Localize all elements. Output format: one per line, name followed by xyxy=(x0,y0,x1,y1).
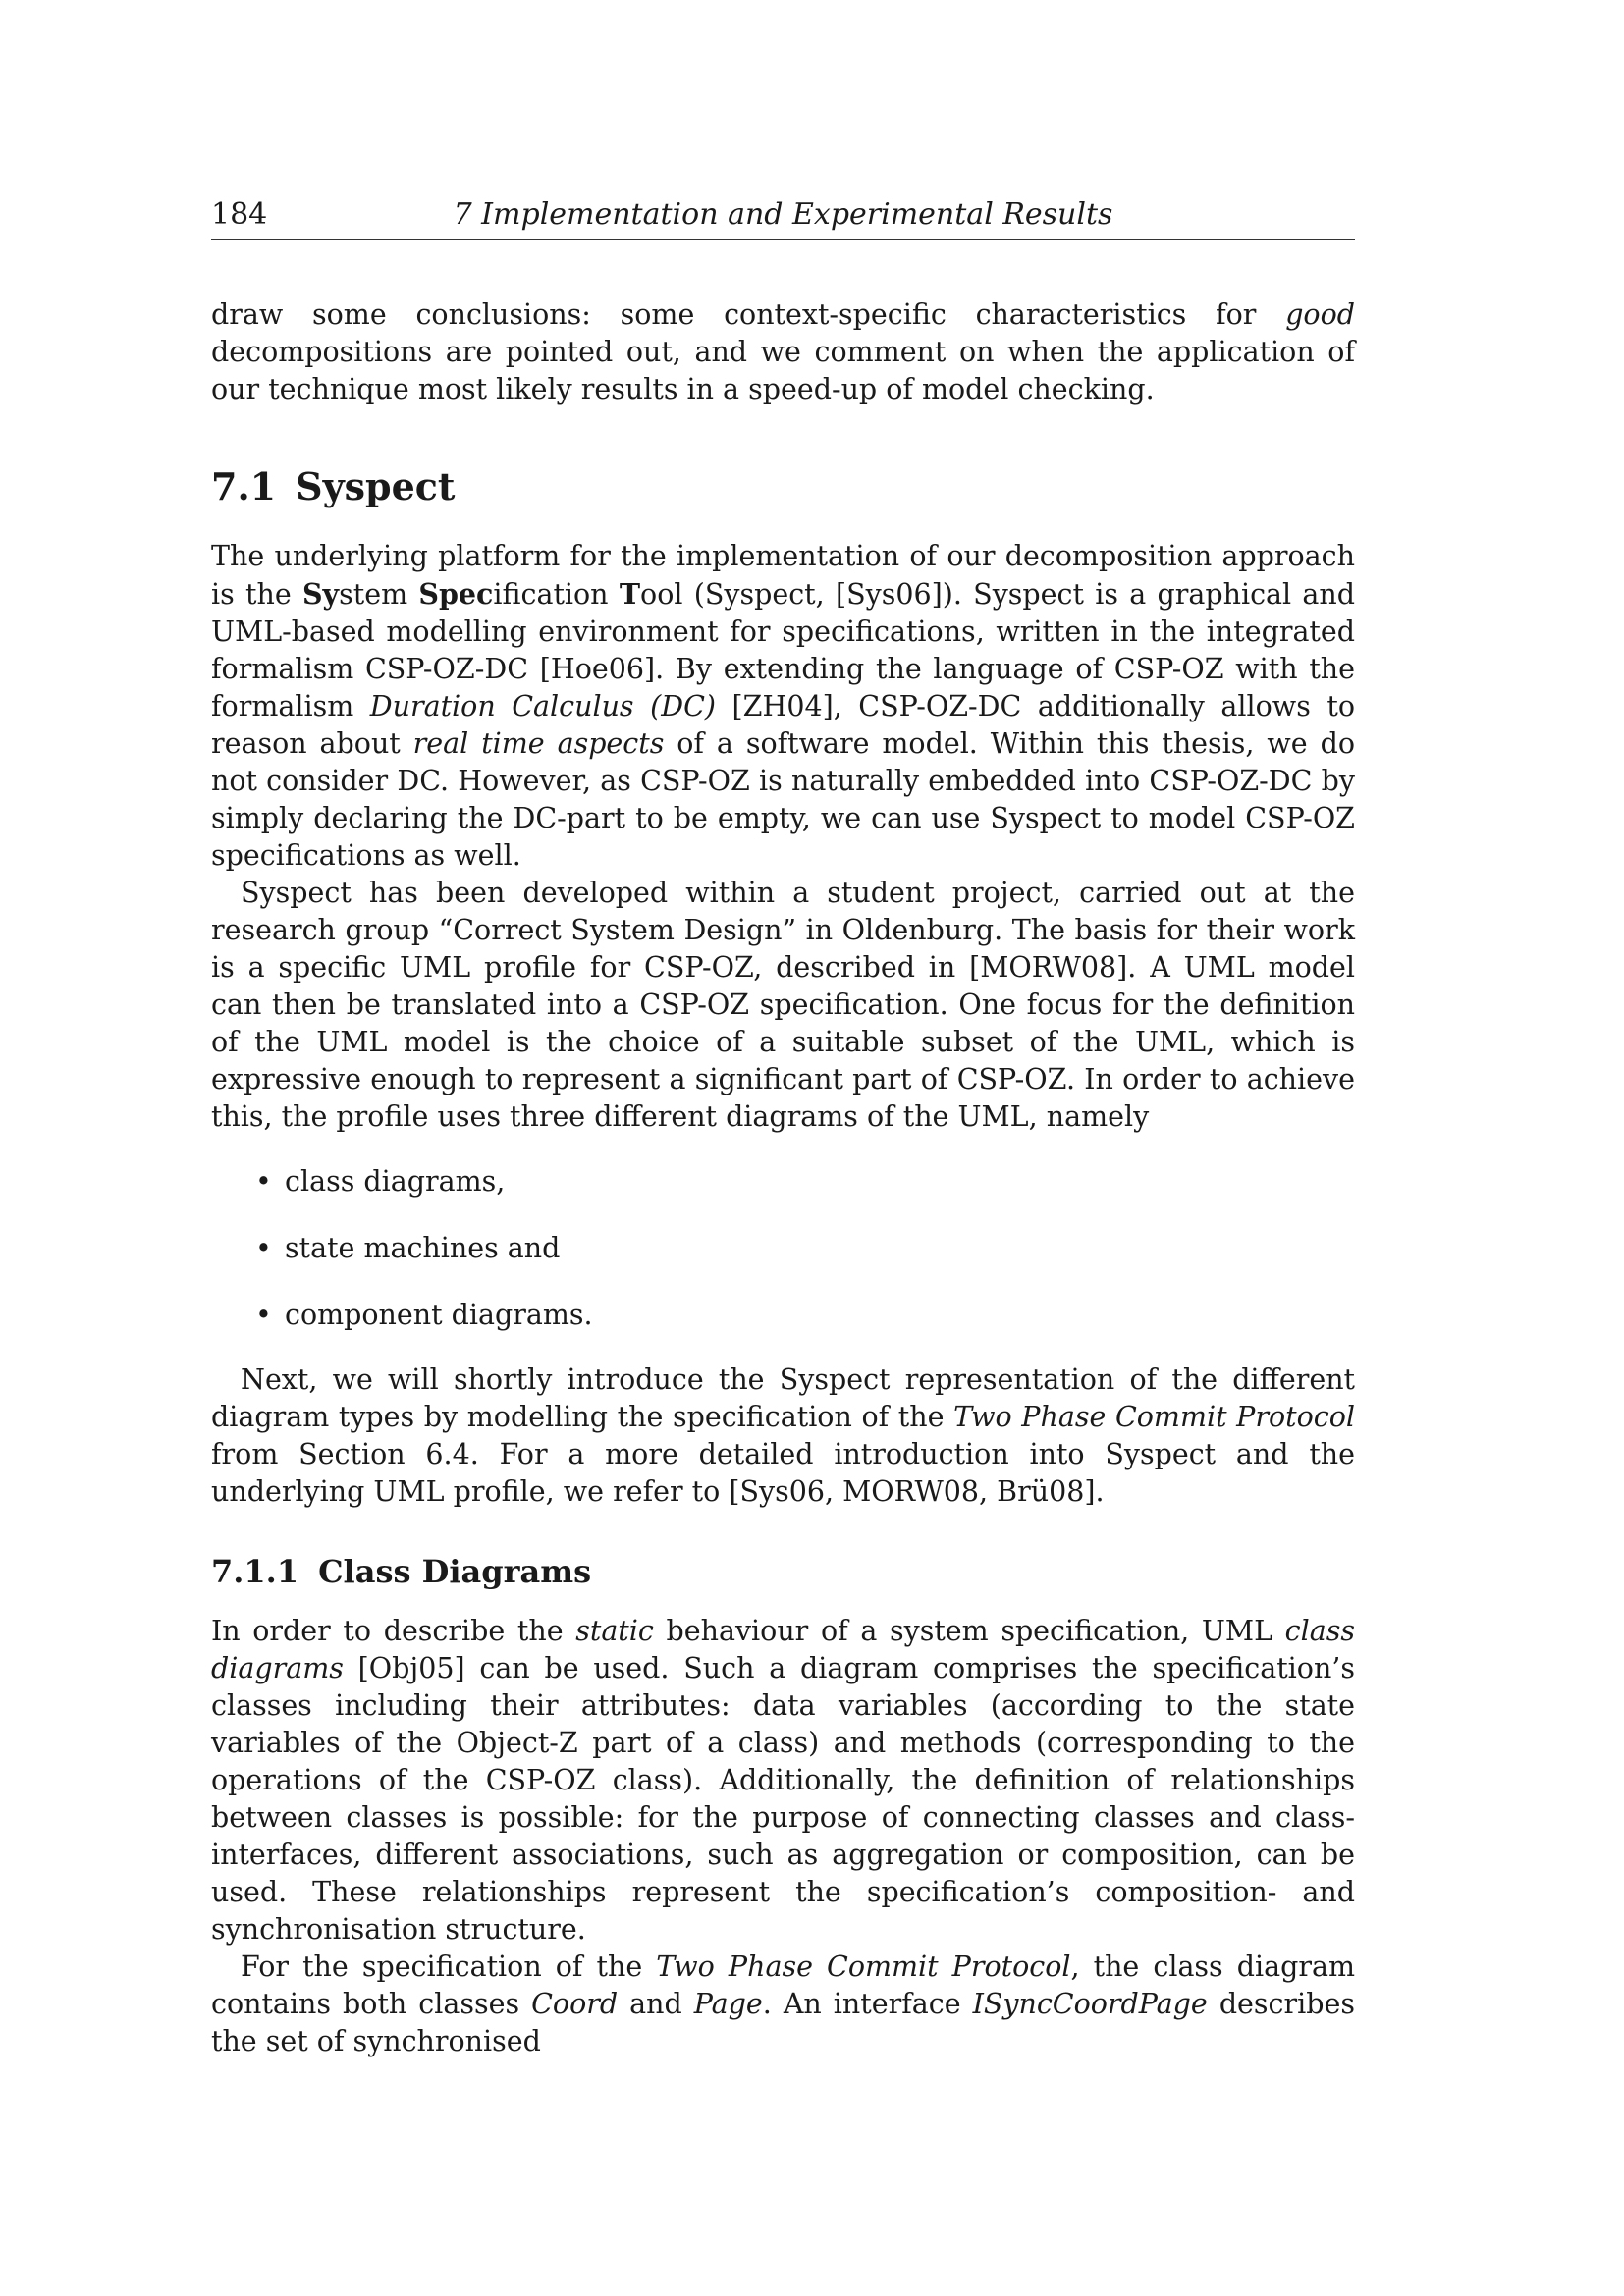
list-item: • state machines and xyxy=(255,1230,1355,1267)
paragraph-syspect-development: Syspect has been developed within a student project, carried out at the research group “Correct System Design” in Oldenburg. The basis for their work is a specific UML profile for CSP-OZ, described in [MORW08]. A UML model can then be translated into a CSP-OZ specification. One focus for the definition of the UML model is the choice of a suitable subset of the UML, which is expressive enough to represent a significant part of CSP-OZ. In order to achieve this, the profile uses three different diagrams of the UML, namely xyxy=(211,877,1355,1133)
bullet-icon: • xyxy=(255,1165,272,1198)
list-item: • component diagrams. xyxy=(255,1297,1355,1334)
section-heading xyxy=(211,465,1355,508)
page-number: 184 xyxy=(211,197,268,232)
paragraph-two-phase-commit: For the specification of the Two Phase Commit Protocol, the class diagram contains both classes Coord and Page. An interface ISyncCoordPage describes the set of synchronised xyxy=(211,1950,1355,2057)
section-number: 7.1 xyxy=(211,464,277,508)
bullet-icon: • xyxy=(255,1232,272,1264)
paragraph-syspect-platform: The underlying platform for the implementation of our decomposition approach is the System Specification Tool (Syspect, [Sys06]). Syspect is a graphical and UML-based modelling environment for specifications, written in the integrated formalism CSP-OZ-DC [Hoe06]. By extending the language of CSP-OZ with the formalism Duration Calculus (DC) [ZH04], CSP-OZ-DC additionally allows to reason about real time aspects of a software model. Within this thesis, we do not consider DC. However, as CSP-OZ is naturally embedded into CSP-OZ-DC by simply declaring the DC-part to be empty, we can use Syspect to model CSP-OZ specifications as well. xyxy=(211,540,1355,872)
subsection-title: Class Diagrams xyxy=(318,1553,592,1590)
subsection-number: 7.1.1 xyxy=(211,1553,299,1590)
paragraph-next-introduction: Next, we will shortly introduce the Syspect representation of the different diagram types by modelling the specification of the Two Phase Commit Protocol from Section 6.4. For a more detailed introduction into Syspect and the underlying UML profile, we refer to [Sys06, MORW08, Brü08]. xyxy=(211,1363,1355,1508)
diagram-type-list xyxy=(211,1163,1355,1334)
running-title: 7 Implementation and Experimental Results xyxy=(453,197,1113,232)
running-header xyxy=(211,191,1355,240)
list-item: • class diagrams, xyxy=(255,1163,1355,1201)
section-title: Syspect xyxy=(296,464,456,508)
intro-paragraph: draw some conclusions: some context-specific characteristics for good decompositions are pointed out, and we comment on when the application of our technique most likely results in a speed-up of model checking. xyxy=(211,298,1355,405)
bullet-icon: • xyxy=(255,1299,272,1331)
subsection-heading xyxy=(211,1552,1355,1591)
paragraph-class-diagrams: In order to describe the static behaviour of a system specification, UML class diagrams [Obj05] can be used. Such a diagram comprises the specification’s classes including their attributes: data variables (according to the state variables of the Object-Z part of a class) and methods (corresponding to the operations of the CSP-OZ class). Additionally, the definition of relationships between classes is possible: for the purpose of connecting classes and class-interfaces, different associations, such as aggregation or composition, can be used. These relationships represent the specification’s composition- and synchronisation structure. xyxy=(211,1615,1355,1946)
page-content xyxy=(211,191,1355,2060)
